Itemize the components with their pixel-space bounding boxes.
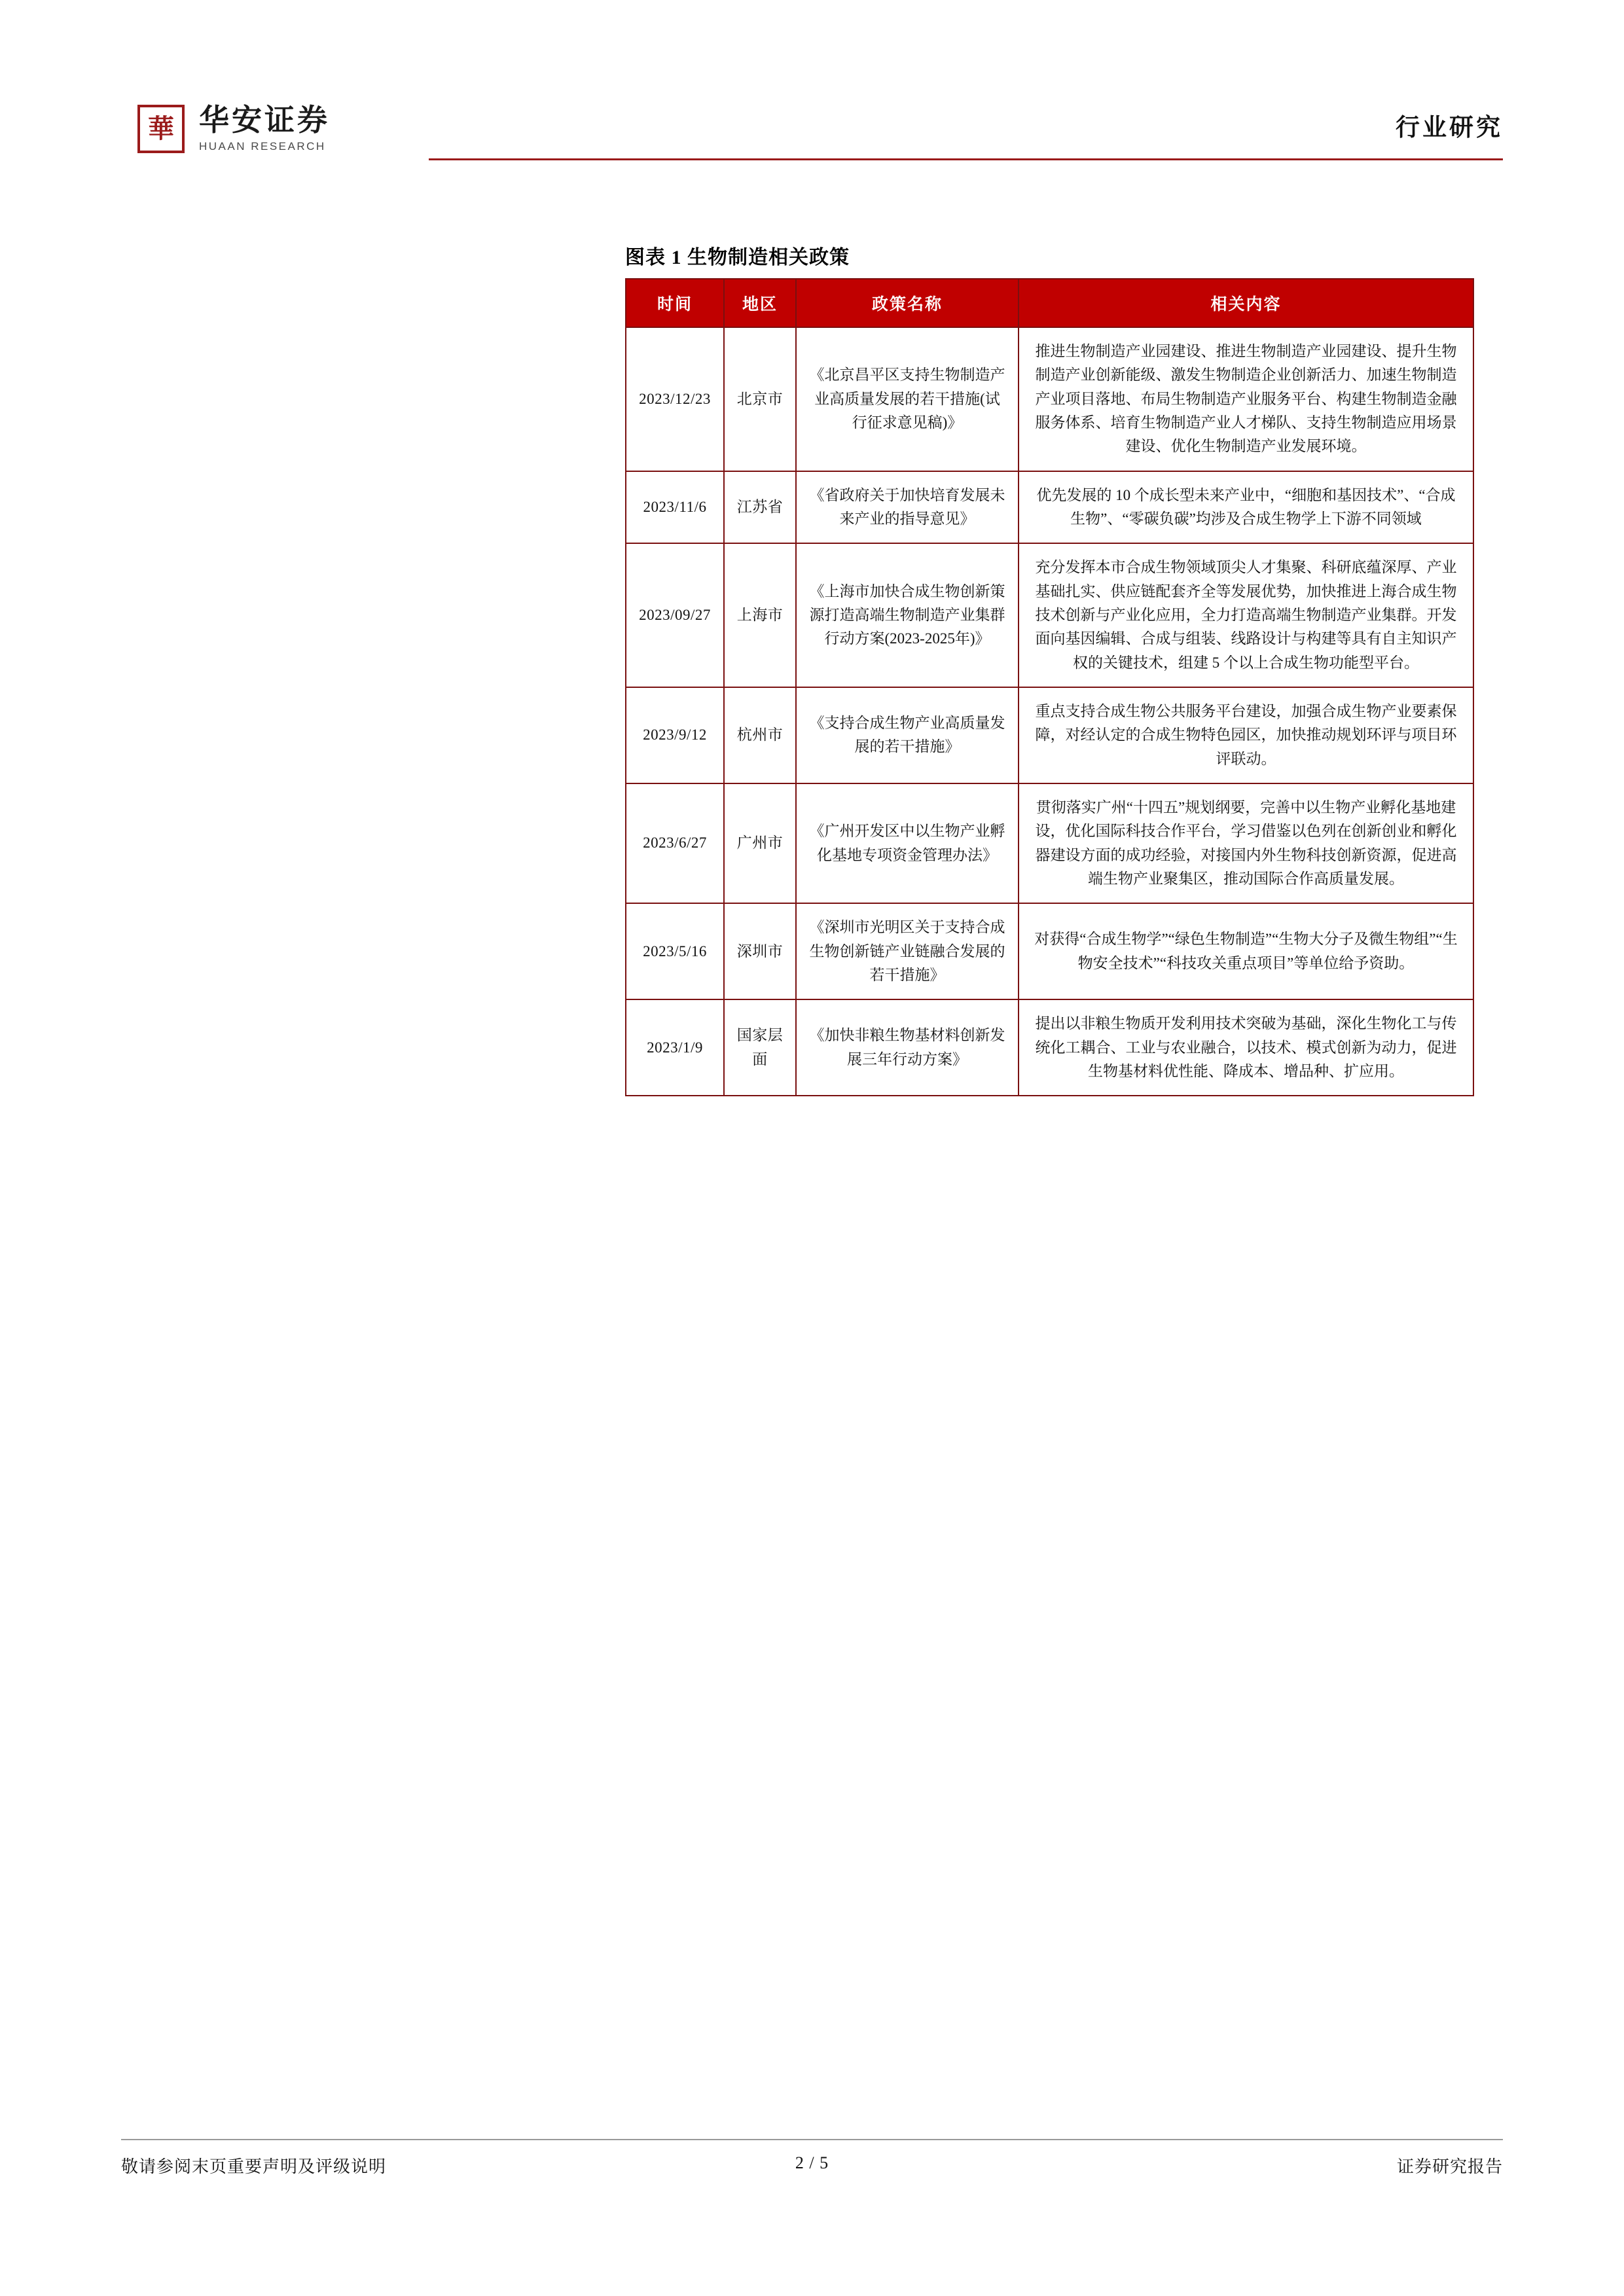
logo-name-cn: 华安证券 xyxy=(199,103,330,137)
cell-time: 2023/11/6 xyxy=(626,471,724,544)
table-row xyxy=(626,543,1473,687)
cell-time: 2023/12/23 xyxy=(626,327,724,471)
table-row xyxy=(626,471,1473,544)
header-section-label: 行业研究 xyxy=(1396,115,1503,141)
cell-policy-name: 《加快非粮生物基材料创新发展三年行动方案》 xyxy=(796,999,1019,1096)
table-row xyxy=(626,999,1473,1096)
page-number: 2 / 5 xyxy=(795,2153,829,2172)
cell-area: 杭州市 xyxy=(724,687,796,783)
table-body xyxy=(626,327,1473,1096)
cell-time: 2023/5/16 xyxy=(626,903,724,999)
cell-time: 2023/1/9 xyxy=(626,999,724,1096)
cell-area: 国家层面 xyxy=(724,999,796,1096)
brand-logo xyxy=(137,105,330,153)
cell-area: 北京市 xyxy=(724,327,796,471)
page-footer xyxy=(121,2139,1503,2185)
cell-content: 贯彻落实广州“十四五”规划纲要，完善中以生物产业孵化基地建设，优化国际科技合作平台，学习借鉴以色列在创新创业和孵化器建设方面的成功经验，对接国内外生物科技创新资源，促进高端生物产业聚集区，推动国际合作高质量发展。 xyxy=(1019,783,1473,903)
cell-content: 充分发挥本市合成生物领域顶尖人才集聚、科研底蕴深厚、产业基础扎实、供应链配套齐全等发展优势，加快推进上海合成生物技术创新与产业化应用，全力打造高端生物制造产业集群。开发面向基因编辑、合成与组装、线路设计与构建等具有自主知识产权的关键技术，组建 5 个以上合成生物功能型平台。 xyxy=(1019,543,1473,687)
table-header-row xyxy=(626,279,1473,327)
table-row xyxy=(626,903,1473,999)
column-header-content: 相关内容 xyxy=(1019,279,1473,327)
cell-time: 2023/6/27 xyxy=(626,783,724,903)
cell-area: 深圳市 xyxy=(724,903,796,999)
cell-area: 上海市 xyxy=(724,543,796,687)
cell-content: 提出以非粮生物质开发利用技术突破为基础，深化生物化工与传统化工耦合、工业与农业融合，以技术、模式创新为动力，促进生物基材料优性能、降成本、增品种、扩应用。 xyxy=(1019,999,1473,1096)
table-row xyxy=(626,687,1473,783)
cell-policy-name: 《省政府关于加快培育发展未来产业的指导意见》 xyxy=(796,471,1019,544)
cell-area: 江苏省 xyxy=(724,471,796,544)
footer-disclaimer: 敬请参阅末页重要声明及评级说明 xyxy=(121,2157,387,2176)
logo-seal-icon: 華 xyxy=(137,105,185,153)
cell-policy-name: 《广州开发区中以生物产业孵化基地专项资金管理办法》 xyxy=(796,783,1019,903)
cell-policy-name: 《上海市加快合成生物创新策源打造高端生物制造产业集群行动方案(2023-2025年)》 xyxy=(796,543,1019,687)
cell-policy-name: 《支持合成生物产业高质量发展的若干措施》 xyxy=(796,687,1019,783)
table-row xyxy=(626,327,1473,471)
policy-table xyxy=(625,278,1474,1096)
column-header-time: 时间 xyxy=(626,279,724,327)
cell-time: 2023/09/27 xyxy=(626,543,724,687)
cell-area: 广州市 xyxy=(724,783,796,903)
table-row xyxy=(626,783,1473,903)
footer-divider xyxy=(121,2139,1503,2140)
cell-content: 重点支持合成生物公共服务平台建设，加强合成生物产业要素保障，对经认定的合成生物特色园区，加快推动规划环评与项目环评联动。 xyxy=(1019,687,1473,783)
cell-content: 对获得“合成生物学”“绿色生物制造”“生物大分子及微生物组”“生物安全技术”“科技攻关重点项目”等单位给予资助。 xyxy=(1019,903,1473,999)
logo-name-en: HUAAN RESEARCH xyxy=(199,140,326,153)
column-header-area: 地区 xyxy=(724,279,796,327)
table-header xyxy=(626,279,1473,327)
cell-policy-name: 《深圳市光明区关于支持合成生物创新链产业链融合发展的若干措施》 xyxy=(796,903,1019,999)
column-header-policy-name: 政策名称 xyxy=(796,279,1019,327)
cell-content: 优先发展的 10 个成长型未来产业中，“细胞和基因技术”、“合成生物”、“零碳负碳”均涉及合成生物学上下游不同领域 xyxy=(1019,471,1473,544)
page-header xyxy=(121,98,1503,190)
figure-title: 图表 1 生物制造相关政策 xyxy=(625,247,850,268)
footer-report-label: 证券研究报告 xyxy=(1396,2157,1503,2176)
cell-content: 推进生物制造产业园建设、推进生物制造产业园建设、提升生物制造产业创新能级、激发生物制造企业创新活力、加速生物制造产业项目落地、布局生物制造产业服务平台、构建生物制造金融服务体系、培育生物制造产业人才梯队、支持生物制造应用场景建设、优化生物制造产业发展环境。 xyxy=(1019,327,1473,471)
header-divider xyxy=(429,158,1503,160)
cell-time: 2023/9/12 xyxy=(626,687,724,783)
policy-table-wrapper xyxy=(625,278,1473,1096)
cell-policy-name: 《北京昌平区支持生物制造产业高质量发展的若干措施(试行征求意见稿)》 xyxy=(796,327,1019,471)
logo-text xyxy=(199,105,330,153)
